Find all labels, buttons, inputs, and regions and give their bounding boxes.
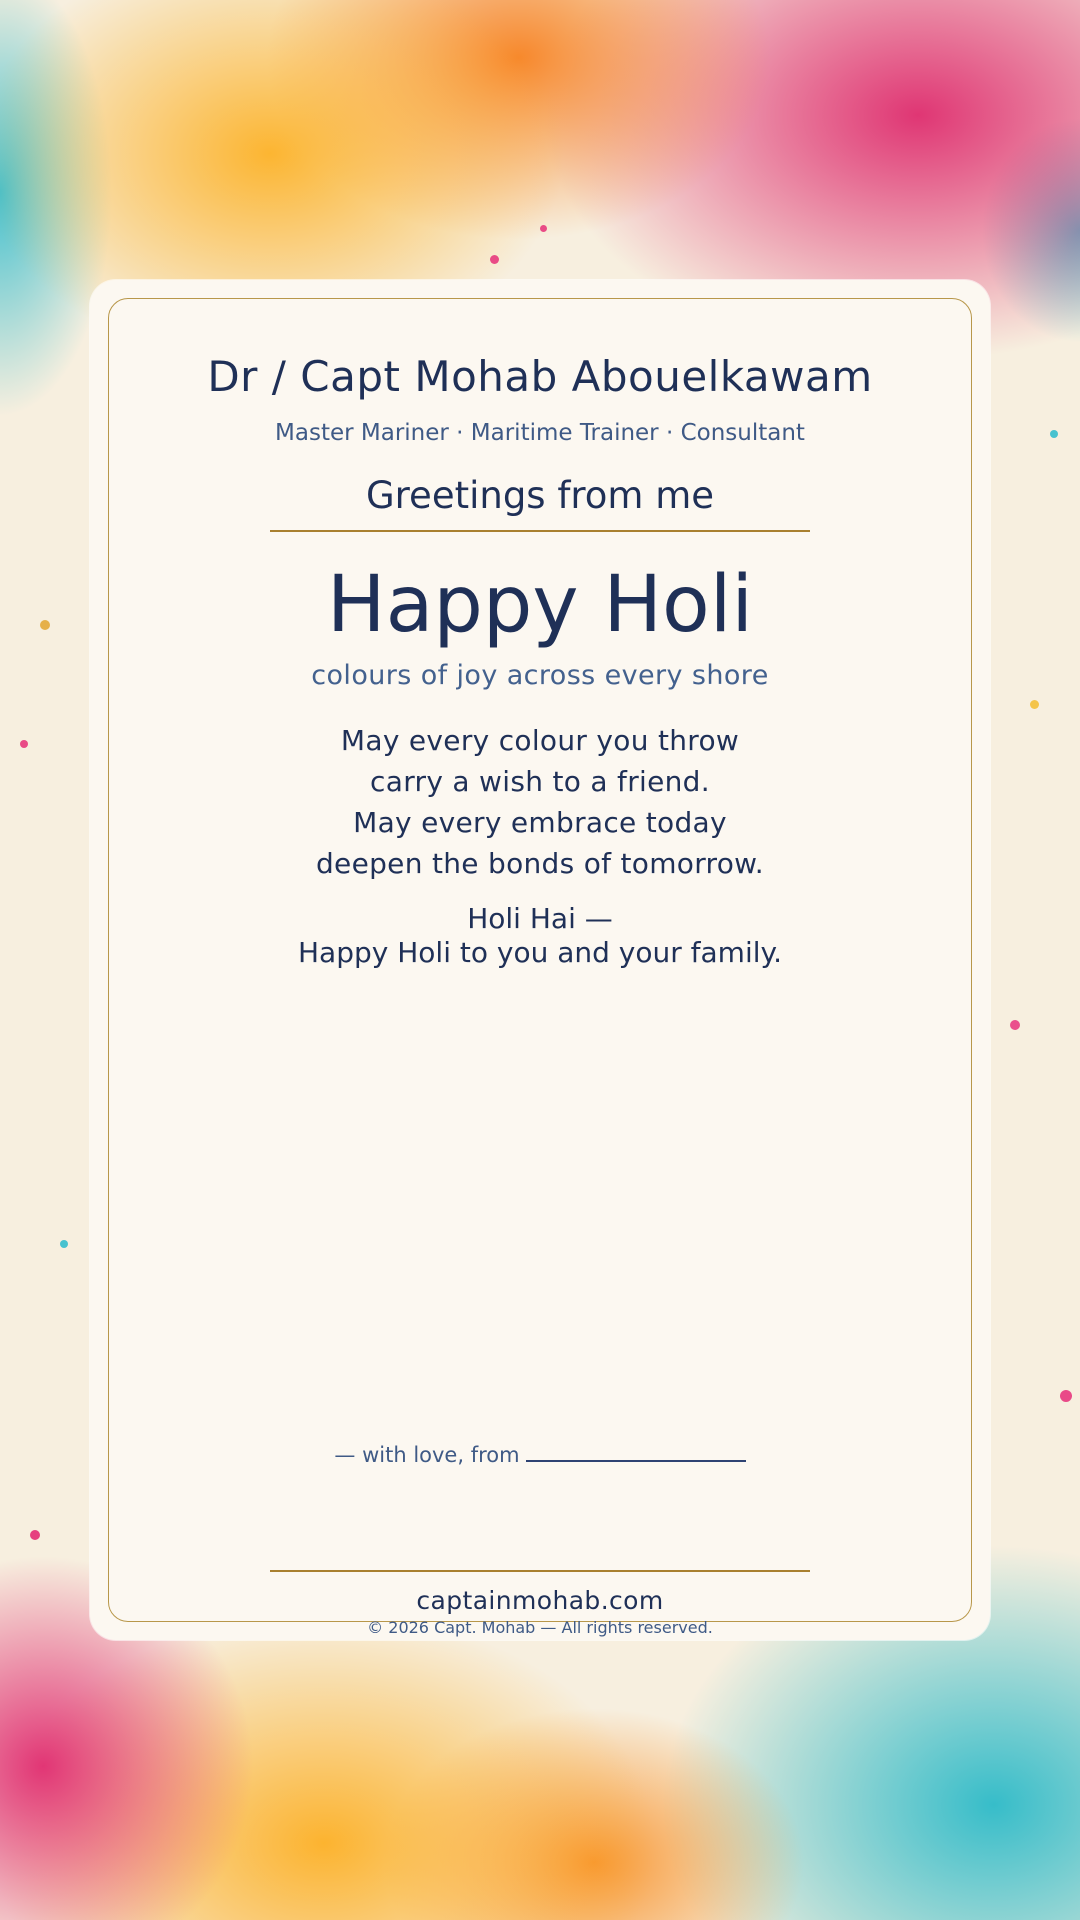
poem-line: May every colour you throw <box>340 724 740 757</box>
paint-speck <box>40 620 50 630</box>
divider-bottom <box>270 1570 810 1572</box>
paint-speck <box>1030 700 1039 709</box>
card-tagline: colours of joy across every shore <box>311 660 769 691</box>
family-wish-line: Happy Holi to you and your family. <box>298 936 782 969</box>
copyright-notice: © 2026 Capt. Mohab — All rights reserved. <box>367 1618 713 1637</box>
signoff <box>90 1438 990 1467</box>
signoff-label: — with love, from <box>334 1443 520 1467</box>
poem-block <box>90 720 990 884</box>
paint-speck <box>490 255 499 264</box>
greeting-card <box>90 280 990 1640</box>
paint-speck <box>1050 430 1058 438</box>
paint-speck <box>20 740 28 748</box>
card-title: Happy Holi <box>326 560 754 650</box>
poem-line: carry a wish to a friend. <box>370 765 710 798</box>
sender-role: Master Mariner · Maritime Trainer · Consultant <box>275 420 805 446</box>
paint-speck <box>1060 1390 1072 1402</box>
website-link[interactable]: captainmohab.com <box>416 1586 664 1615</box>
paint-speck <box>30 1530 40 1540</box>
paint-speck <box>540 225 547 232</box>
poem-line: deepen the bonds of tomorrow. <box>315 847 765 880</box>
poem-line: May every embrace today <box>353 806 727 839</box>
signature-blank-line <box>526 1438 746 1462</box>
holi-hai-line: Holi Hai — <box>467 902 613 935</box>
divider-top <box>270 530 810 532</box>
paint-speck <box>60 1240 68 1248</box>
paint-speck <box>1010 1020 1020 1030</box>
sender-name: Dr / Capt Mohab Abouelkawam <box>207 352 873 401</box>
greeting-heading: Greetings from me <box>365 474 715 517</box>
